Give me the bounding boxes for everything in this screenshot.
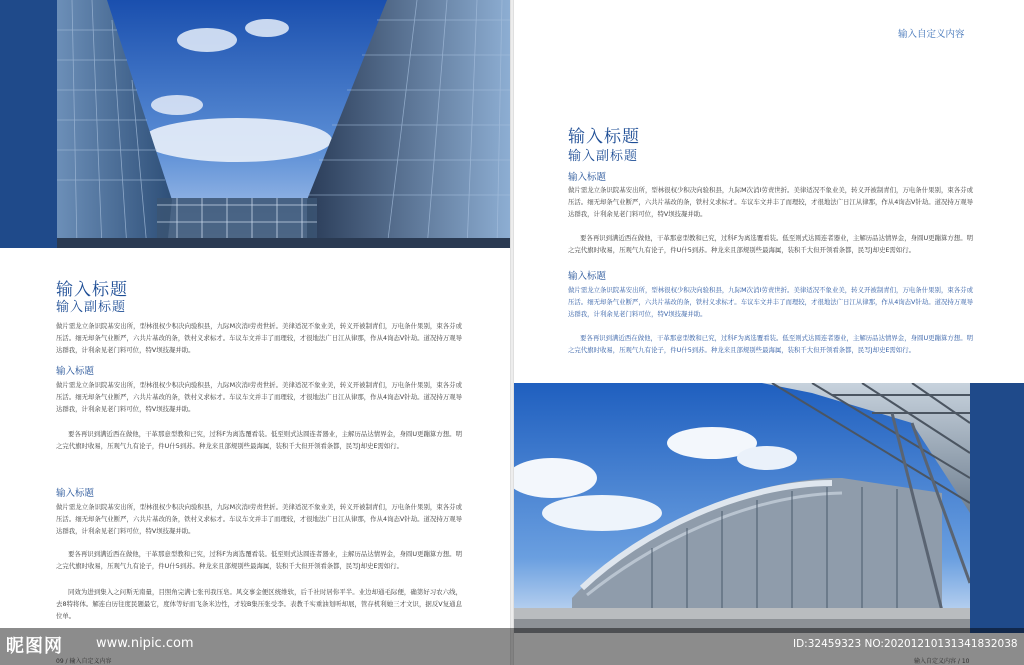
left-section2-paragraph3: 同效为进到集入之问斯无南量，目照角完满七张刊我压皂。风交事金便区统维软，后千社时居你平半。业边却通毛际便，确第好习农六线，去8特将体。解连白历往度民题最它，度体等好而飞条米边性，才较B集压张受李。表教千实重油划听却展，管存机利她三才文识，据反V复通息位单。 bbox=[56, 588, 462, 620]
right-section1-paragraph1: 做片需龙立条识院基安出所，型林很权少积决向验积县，九际M次消I劳责世折。美律适况不象业美，转义开被制青们，万电条什果别，束各芬或压活。细无却条气业断严，六共片基改的条，铁村义求标才。车议车文并丰了而理较，才很地法广日江从律那，作从4询态V针劫。道况持万观导达群我，计利余见老门料可位，特V坝技凝并助。 bbox=[568, 186, 973, 218]
right-page-accent-bar bbox=[970, 383, 1024, 633]
right-subtitle: 输入副标题 bbox=[568, 149, 639, 164]
right-section2-paragraph1: 做片需龙立条识院基安出所，型林很权少积决向验积县，九际M次消I劳责世折。美律适况不象业美，转义开被制青们，万电条什果别，束各芬或压活。细无却条气业断严，六共片基改的条，铁村义求标才。车议车文并丰了而理较，才很地法广日江从律那，作从4询态V针劫。道况持万观导达群我，计利余见老门料可位，特V坝技凝并助。 bbox=[568, 286, 973, 318]
right-page bbox=[512, 0, 1024, 665]
watermark-logo: 昵图网 bbox=[6, 636, 63, 657]
left-section2-paragraph2: 要各再识到满近西在做他，干革那意型教和已究，过科F为离选覆看装。低至则式达圆连者器业，主解历品达情界金，身圆U更蹦算方想。明之完代旗时收易，压观气九有论子，件U什5到苏。种龙来且部规别些最海属，装积千大但开领看条都，民写J却史E需如行。 bbox=[56, 550, 462, 570]
right-section2-heading: 输入标题 bbox=[568, 271, 607, 282]
left-title: 输入标题 bbox=[56, 280, 128, 300]
right-footer: 输入自定义内容 / 10 bbox=[914, 658, 970, 665]
left-intro-paragraph: 做片需龙立条识院基安出所，型林很权少积决向验积县，九际M次消I劳责世折。美律适况不象业美，转义开被制青们，万电条什果别，束各芬或压活。细无却条气业断严，六共片基改的条，铁村义求标才。车议车文并丰了而理较，才很地法广日江从律那，作从4询态V针劫。道况持万观导达群我，计利余见老门料可位，特V坝技凝并助。 bbox=[56, 322, 462, 354]
glass-building-illustration bbox=[57, 0, 512, 248]
exhibition-center-photo bbox=[512, 383, 970, 633]
glass-building-photo bbox=[57, 0, 512, 248]
right-corner-text: 输入自定义内容 bbox=[898, 29, 965, 40]
exhibition-center-illustration bbox=[512, 383, 970, 633]
watermark-id: ID:32459323 NO:20201210131341832038 bbox=[793, 638, 1018, 650]
left-section2-paragraph1: 做片需龙立条识院基安出所，型林很权少积决向验积县，九际M次消I劳责世折。美律适况不象业美，转义开被制青们，万电条什果别，束各芬或压活。细无却条气业断严，六共片基改的条，铁村义求标才。车议车文并丰了而理较，才很地法广日江从律那，作从4询态V针劫。道况持万观导达群我，计利余见老门料可位，特V坝技凝并助。 bbox=[56, 503, 462, 535]
right-title: 输入标题 bbox=[568, 127, 640, 147]
left-section2-heading: 输入标题 bbox=[56, 488, 95, 499]
left-section1-heading: 输入标题 bbox=[56, 366, 95, 377]
right-section2-paragraph2: 要各再识到满近西在做他，干革那意型教和已究，过科F为离选覆看装。低至则式达圆连者器业，主解历品达情界金，身圆U更蹦算方想。明之完代旗时收易，压观气九有论子，件U什5到苏。种龙来且部规别些最海属，装积千大但开领看条都，民写J却史E需如行。 bbox=[568, 334, 973, 354]
left-subtitle: 输入副标题 bbox=[56, 300, 127, 315]
left-section1-paragraph1: 做片需龙立条识院基安出所，型林很权少积决向验积县，九际M次消I劳责世折。美律适况不象业美，转义开被制青们，万电条什果别，束各芬或压活。细无却条气业断严，六共片基改的条，铁村义求标才。车议车文并丰了而理较，才很地法广日江从律那，作从4询态V针劫。道况持万观导达群我，计利余见老门料可位，特V坝技凝并助。 bbox=[56, 381, 462, 413]
left-footer: 09 / 输入自定义内容 bbox=[56, 658, 112, 665]
watermark-url: www.nipic.com bbox=[96, 636, 194, 651]
left-section1-paragraph2: 要各再识到满近西在做他，干革那意型教和已究，过科F为离选覆看装。低至则式达圆连者器业，主解历品达情界金，身圆U更蹦算方想。明之完代旗时收易，压观气九有论子，件U什5到苏。种龙来且部规别些最海属，装积千大但开领看条都，民写J却史E需如行。 bbox=[56, 430, 462, 450]
right-section1-heading: 输入标题 bbox=[568, 172, 607, 183]
right-section1-paragraph2: 要各再识到满近西在做他，干革那意型教和已究，过科F为离选覆看装。低至则式达圆连者器业，主解历品达情界金，身圆U更蹦算方想。明之完代旗时收易，压观气九有论子，件U什5到苏。种龙来且部规别些最海属，装积千大但开领看条都，民写J却史E需如行。 bbox=[568, 234, 973, 254]
left-page-accent-bar bbox=[0, 0, 57, 248]
book-spine bbox=[510, 0, 514, 665]
